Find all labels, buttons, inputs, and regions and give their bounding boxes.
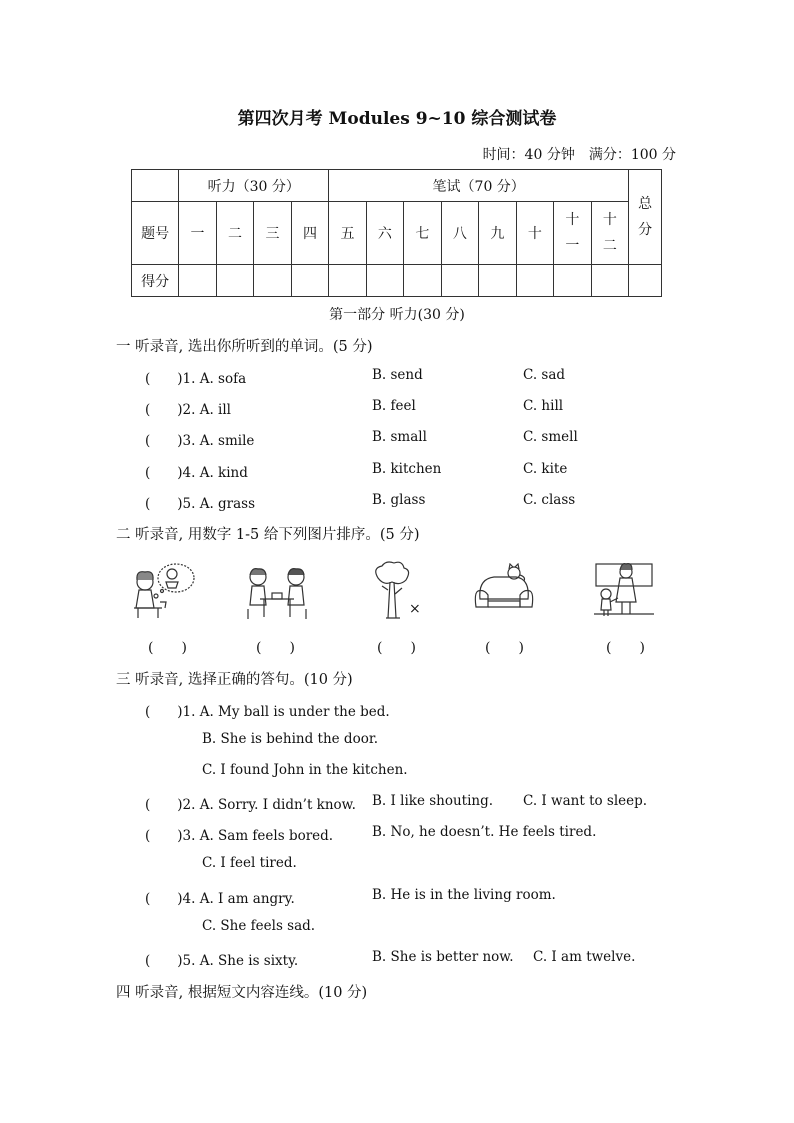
score-cell[interactable] bbox=[554, 265, 592, 297]
score-cell[interactable] bbox=[479, 265, 516, 297]
number-cell: 十一 bbox=[554, 202, 592, 265]
q1-item1-a[interactable]: ( )1. A. sofa bbox=[145, 371, 247, 387]
q3-item2-a[interactable]: ( )2. A. Sorry. I didn’t know. bbox=[145, 797, 356, 813]
score-cell[interactable] bbox=[404, 265, 441, 297]
q3-item1-c[interactable]: C. I found John in the kitchen. bbox=[202, 762, 408, 778]
q1-item3-a[interactable]: ( )3. A. smile bbox=[145, 433, 255, 449]
q1-item3-c[interactable]: C. smell bbox=[523, 429, 578, 445]
score-cell[interactable] bbox=[291, 265, 328, 297]
q1-item5-a[interactable]: ( )5. A. grass bbox=[145, 496, 256, 512]
score-cell[interactable] bbox=[591, 265, 629, 297]
picture5-answer-blank[interactable]: ( ) bbox=[606, 640, 645, 656]
q1-item5-b[interactable]: B. glass bbox=[372, 492, 426, 508]
q3-item5-c[interactable]: C. I am twelve. bbox=[533, 949, 636, 965]
picture1-answer-blank[interactable]: ( ) bbox=[148, 640, 187, 656]
score-cell[interactable] bbox=[179, 265, 216, 297]
picture3-answer-blank[interactable]: ( ) bbox=[377, 640, 416, 656]
q1-item5-c[interactable]: C. class bbox=[523, 492, 576, 508]
section3-title: 三 听录音, 选择正确的答句。(10 分) bbox=[116, 672, 353, 688]
score-table-corner bbox=[132, 170, 179, 202]
q3-item2-b[interactable]: B. I like shouting. bbox=[372, 793, 494, 809]
q3-item3-b[interactable]: B. No, he doesn’t. He feels tired. bbox=[372, 824, 597, 840]
q1-item4-c[interactable]: C. kite bbox=[523, 461, 568, 477]
cross-mark: × bbox=[409, 601, 421, 617]
number-cell: 十 bbox=[516, 202, 553, 265]
section1-title: 一 听录音, 选出你所听到的单词。(5 分) bbox=[116, 339, 373, 355]
q3-item5-b[interactable]: B. She is better now. bbox=[372, 949, 514, 965]
number-cell: 四 bbox=[291, 202, 328, 265]
sofa-cat-picture bbox=[474, 563, 534, 615]
score-cell[interactable] bbox=[441, 265, 478, 297]
q3-item1-a[interactable]: ( )1. A. My ball is under the bed. bbox=[145, 704, 390, 720]
score-table bbox=[131, 169, 662, 297]
q3-item3-c[interactable]: C. I feel tired. bbox=[202, 855, 297, 871]
q1-item2-b[interactable]: B. feel bbox=[372, 398, 416, 414]
number-cell: 十二 bbox=[591, 202, 629, 265]
section4-title: 四 听录音, 根据短文内容连线。(10 分) bbox=[116, 985, 368, 1001]
score-cell[interactable] bbox=[366, 265, 403, 297]
listening-header: 听力（30 分） bbox=[179, 170, 329, 202]
number-cell: 八 bbox=[441, 202, 478, 265]
girl-thinking-picture bbox=[132, 560, 198, 622]
q3-item4-c[interactable]: C. She feels sad. bbox=[202, 918, 316, 934]
picture2-answer-blank[interactable]: ( ) bbox=[256, 640, 295, 656]
part1-title: 第一部分 听力(30 分) bbox=[329, 307, 465, 323]
number-cell: 三 bbox=[254, 202, 291, 265]
number-cell: 一 bbox=[179, 202, 216, 265]
q3-item4-b[interactable]: B. He is in the living room. bbox=[372, 887, 556, 903]
q1-item4-b[interactable]: B. kitchen bbox=[372, 461, 442, 477]
number-cell: 九 bbox=[479, 202, 516, 265]
number-cell: 六 bbox=[366, 202, 403, 265]
teacher-child-picture bbox=[592, 558, 656, 622]
total-header: 总分 bbox=[629, 170, 662, 265]
picture4-answer-blank[interactable]: ( ) bbox=[485, 640, 524, 656]
q3-item1-b[interactable]: B. She is behind the door. bbox=[202, 731, 379, 747]
section2-title: 二 听录音, 用数字 1-5 给下列图片排序。(5 分) bbox=[116, 527, 420, 543]
row-label-number: 题号 bbox=[132, 202, 179, 265]
score-cell[interactable] bbox=[254, 265, 291, 297]
score-cell[interactable] bbox=[216, 265, 253, 297]
q1-item1-c[interactable]: C. sad bbox=[523, 367, 566, 383]
q1-item1-b[interactable]: B. send bbox=[372, 367, 423, 383]
number-cell: 二 bbox=[216, 202, 253, 265]
q3-item5-a[interactable]: ( )5. A. She is sixty. bbox=[145, 953, 299, 969]
two-kids-picture bbox=[244, 565, 310, 623]
writing-header: 笔试（70 分） bbox=[329, 170, 629, 202]
q3-item3-a[interactable]: ( )3. A. Sam feels bored. bbox=[145, 828, 334, 844]
q1-item3-b[interactable]: B. small bbox=[372, 429, 427, 445]
score-cell[interactable] bbox=[329, 265, 366, 297]
page-title: 第四次月考 Modules 9~10 综合测试卷 bbox=[237, 109, 557, 129]
number-cell: 七 bbox=[404, 202, 441, 265]
q1-item2-c[interactable]: C. hill bbox=[523, 398, 564, 414]
score-cell[interactable] bbox=[516, 265, 553, 297]
time-and-score-info: 时间：40 分钟 满分：100 分 bbox=[482, 147, 676, 163]
number-cell: 五 bbox=[329, 202, 366, 265]
score-cell[interactable] bbox=[629, 265, 662, 297]
q1-item4-a[interactable]: ( )4. A. kind bbox=[145, 465, 248, 481]
q3-item4-a[interactable]: ( )4. A. I am angry. bbox=[145, 891, 295, 907]
q3-item2-c[interactable]: C. I want to sleep. bbox=[523, 793, 648, 809]
row-label-score: 得分 bbox=[132, 265, 179, 297]
q1-item2-a[interactable]: ( )2. A. ill bbox=[145, 402, 231, 418]
